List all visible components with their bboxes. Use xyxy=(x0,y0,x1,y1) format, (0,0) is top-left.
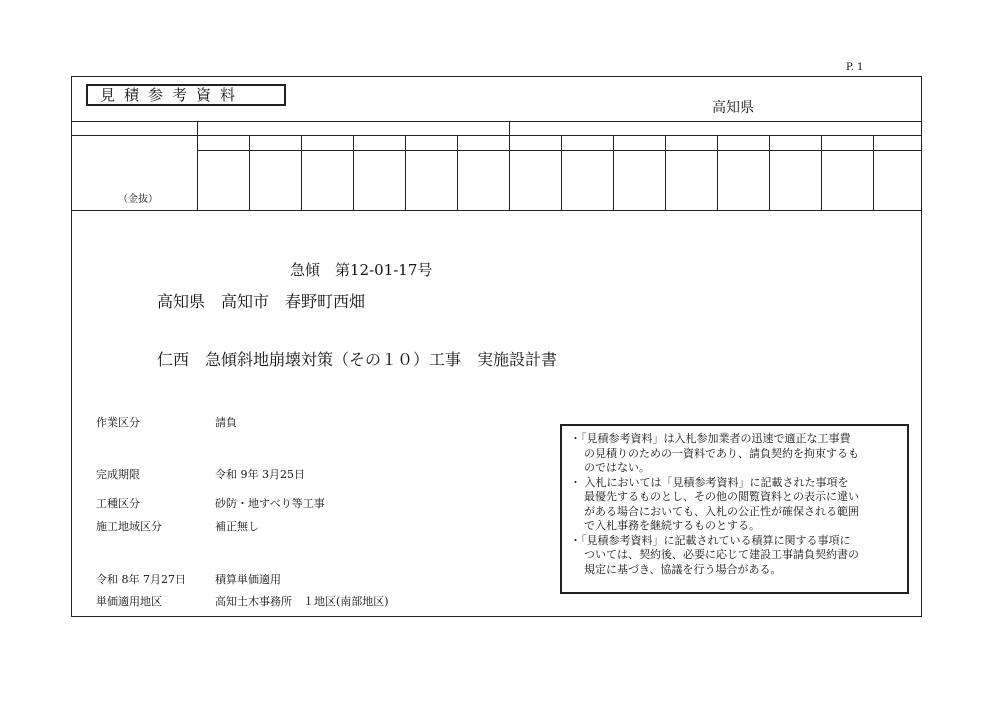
grid-line xyxy=(717,135,718,210)
project-location: 高知県 高知市 春野町西畑 xyxy=(157,292,366,311)
project-name: 仁西 急傾斜地崩壊対策（その１０）工事 実施設計書 xyxy=(157,350,558,369)
grid-line xyxy=(561,135,562,210)
grid-line xyxy=(769,135,770,210)
grid-line xyxy=(821,135,822,210)
detail-label: 令和 8年 7月27日 xyxy=(96,573,186,586)
detail-label: 作業区分 xyxy=(96,416,140,429)
notice-line: の見積りのための一資料であり、請負契約を拘束するも xyxy=(584,446,859,460)
grid-line xyxy=(249,135,250,210)
notice-line: ・ 入札においては「見積参考資料」に記載された事項を xyxy=(570,475,849,489)
grid-line xyxy=(71,210,922,211)
notice-line: のではない。 xyxy=(584,461,650,474)
detail-label: 工種区分 xyxy=(96,497,140,510)
notice-line: 規定に基づき、協議を行う場合がある。 xyxy=(584,562,782,576)
notice-line: ・「見積参考資料」は入札参加業者の迅速で適正な工事費 xyxy=(570,432,851,445)
notice-line: ついては、契約後、必要に応じて建設工事請負契約書の xyxy=(584,548,859,561)
notice-line: ・「見積参考資料」に記載されている積算に関する事項に xyxy=(570,533,851,547)
detail-value: 高知土木事務所 １地区(南部地区) xyxy=(215,595,389,608)
document-title: 見積参考資料 xyxy=(86,84,286,106)
grid-line xyxy=(71,135,922,136)
page-number: P. 1 xyxy=(846,62,864,73)
grid-line xyxy=(665,135,666,210)
grid-line xyxy=(613,135,614,210)
detail-label: 完成期限 xyxy=(96,468,140,481)
notice-box xyxy=(560,424,909,594)
notice-line: で入札事務を継続するものとする。 xyxy=(584,519,760,532)
grid-line xyxy=(873,135,874,210)
grid-line xyxy=(197,121,198,210)
detail-value: 砂防・地すべり等工事 xyxy=(215,497,325,510)
grid-line xyxy=(509,121,510,210)
notice-line: がある場合においても、入札の公正性が確保される範囲 xyxy=(584,504,859,518)
project-number: 急傾 第12-01-17号 xyxy=(290,261,433,279)
amount-excluded-note: （金抜） xyxy=(118,194,158,205)
prefecture-label: 高知県 xyxy=(712,100,754,116)
grid-line xyxy=(301,135,302,210)
detail-label: 単価適用地区 xyxy=(96,595,162,608)
detail-value: 積算単価適用 xyxy=(215,573,281,586)
detail-value: 補正無し xyxy=(215,520,259,533)
grid-line xyxy=(353,135,354,210)
detail-value: 令和 9年 3月25日 xyxy=(215,468,305,481)
grid-line xyxy=(71,121,922,122)
grid-line xyxy=(405,135,406,210)
detail-value: 請負 xyxy=(215,416,237,429)
detail-label: 施工地域区分 xyxy=(96,520,162,533)
grid-line xyxy=(197,150,922,151)
grid-line xyxy=(457,135,458,210)
notice-line: 最優先するものとし、その他の閲覧資料との表示に違い xyxy=(584,490,859,503)
